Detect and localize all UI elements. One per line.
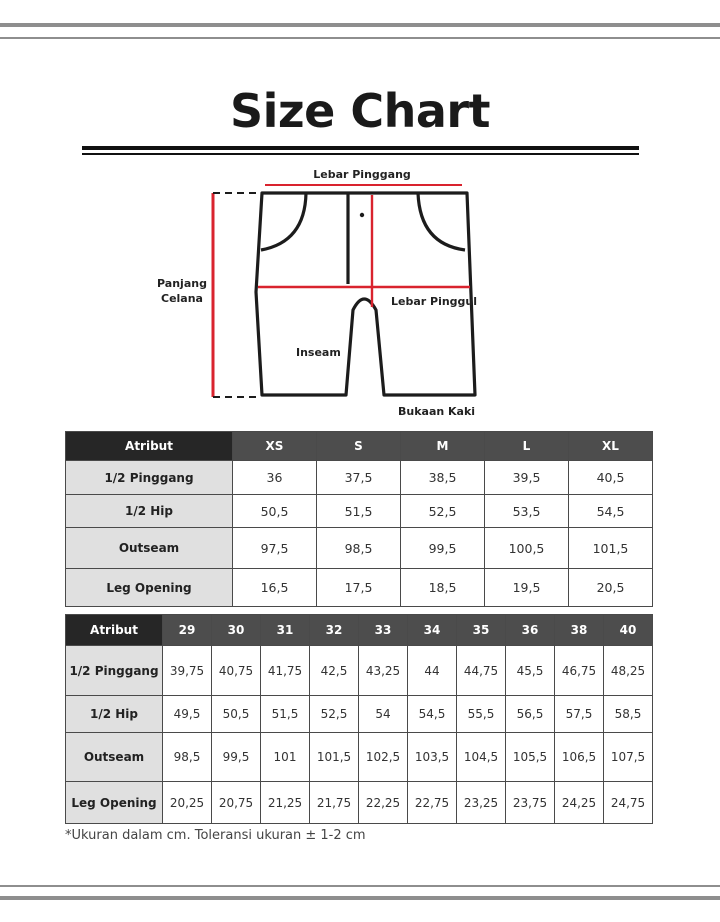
header-cell: M [401,432,485,461]
table-cell: 22,25 [359,782,408,824]
header-cell: 32 [310,615,359,646]
table-cell: 49,5 [163,696,212,733]
header-cell: 29 [163,615,212,646]
table-cell: 52,5 [401,495,485,528]
header-cell: 40 [604,615,653,646]
table-row [66,461,653,495]
table-cell: 19,5 [485,569,569,607]
table-cell: 45,5 [506,646,555,696]
size-table-numeric [65,614,653,824]
size-footnote: *Ukuran dalam cm. Toleransi ukuran ± 1-2 cm [65,828,366,843]
table-cell: 54,5 [408,696,457,733]
table-row [66,733,653,782]
row-label: 1/2 Pinggang [66,461,233,495]
table-cell: 50,5 [233,495,317,528]
length-label-line2: Celana [161,292,203,305]
table-cell: 58,5 [604,696,653,733]
table-cell: 53,5 [485,495,569,528]
table-row [66,782,653,824]
table-row [66,495,653,528]
table-cell: 24,25 [555,782,604,824]
table-cell: 99,5 [401,528,485,569]
table-row [66,528,653,569]
header-cell: 34 [408,615,457,646]
table-cell: 107,5 [604,733,653,782]
table-cell: 16,5 [233,569,317,607]
page-title: Size Chart [229,84,491,138]
header-cell: 36 [506,615,555,646]
table-cell: 42,5 [310,646,359,696]
table-cell: 54,5 [569,495,653,528]
table-cell: 40,75 [212,646,261,696]
row-label: 1/2 Hip [66,696,163,733]
table-cell: 101 [261,733,310,782]
length-label-line1: Panjang [157,277,207,290]
table-cell: 40,5 [569,461,653,495]
table-header-row [66,432,653,461]
header-cell: 38 [555,615,604,646]
table-cell: 100,5 [485,528,569,569]
table-cell: 39,75 [163,646,212,696]
header-cell: L [485,432,569,461]
table-cell: 101,5 [310,733,359,782]
row-label: Leg Opening [66,569,233,607]
title-underline-thick [82,146,639,150]
header-cell: XS [233,432,317,461]
header-cell: 35 [457,615,506,646]
table-cell: 104,5 [457,733,506,782]
table-cell: 51,5 [317,495,401,528]
table-cell: 103,5 [408,733,457,782]
table-cell: 98,5 [163,733,212,782]
table-cell: 44,75 [457,646,506,696]
header-cell: 33 [359,615,408,646]
table-cell: 38,5 [401,461,485,495]
header-cell: XL [569,432,653,461]
row-label: Outseam [66,733,163,782]
title-underline-thin [82,153,639,155]
table-cell: 41,75 [261,646,310,696]
size-table-letter [65,431,653,607]
header-cell: 31 [261,615,310,646]
inseam-label: Inseam [296,346,341,359]
row-label: 1/2 Hip [66,495,233,528]
bottom-border-rule [0,896,720,900]
table-header-row [66,615,653,646]
table-cell: 52,5 [310,696,359,733]
table-cell: 55,5 [457,696,506,733]
table-cell: 39,5 [485,461,569,495]
table-cell: 21,25 [261,782,310,824]
table-cell: 20,5 [569,569,653,607]
table-cell: 23,75 [506,782,555,824]
leg-opening-label: Bukaan Kaki [398,405,476,418]
shorts-measurement-diagram [0,160,720,425]
table-cell: 43,25 [359,646,408,696]
table-row [66,646,653,696]
table-cell: 21,75 [310,782,359,824]
row-label: Outseam [66,528,233,569]
top-border-rule-inner [0,37,720,39]
header-cell: Atribut [66,615,163,646]
button-dot [360,213,364,217]
table-cell: 57,5 [555,696,604,733]
table-cell: 20,75 [212,782,261,824]
waist-label: Lebar Pinggang [313,168,411,181]
table-cell: 51,5 [261,696,310,733]
bottom-border-rule-inner [0,885,720,887]
shorts-outline [256,193,478,395]
table-cell: 56,5 [506,696,555,733]
table-cell: 105,5 [506,733,555,782]
table-cell: 101,5 [569,528,653,569]
table-cell: 23,25 [457,782,506,824]
table-row [66,569,653,607]
row-label: Leg Opening [66,782,163,824]
table-cell: 46,75 [555,646,604,696]
table-cell: 106,5 [555,733,604,782]
table-cell: 44 [408,646,457,696]
table-cell: 99,5 [212,733,261,782]
header-cell: S [317,432,401,461]
table-row [66,696,653,733]
table-cell: 24,75 [604,782,653,824]
table-cell: 22,75 [408,782,457,824]
table-cell: 98,5 [317,528,401,569]
table-cell: 48,25 [604,646,653,696]
table-cell: 37,5 [317,461,401,495]
table-cell: 36 [233,461,317,495]
table-cell: 102,5 [359,733,408,782]
top-border-rule [0,23,720,27]
table-cell: 20,25 [163,782,212,824]
table-cell: 54 [359,696,408,733]
table-cell: 97,5 [233,528,317,569]
row-label: 1/2 Pinggang [66,646,163,696]
table-cell: 17,5 [317,569,401,607]
header-cell: Atribut [66,432,233,461]
table-cell: 50,5 [212,696,261,733]
header-cell: 30 [212,615,261,646]
hip-label: Lebar Pinggul [391,295,478,308]
table-cell: 18,5 [401,569,485,607]
